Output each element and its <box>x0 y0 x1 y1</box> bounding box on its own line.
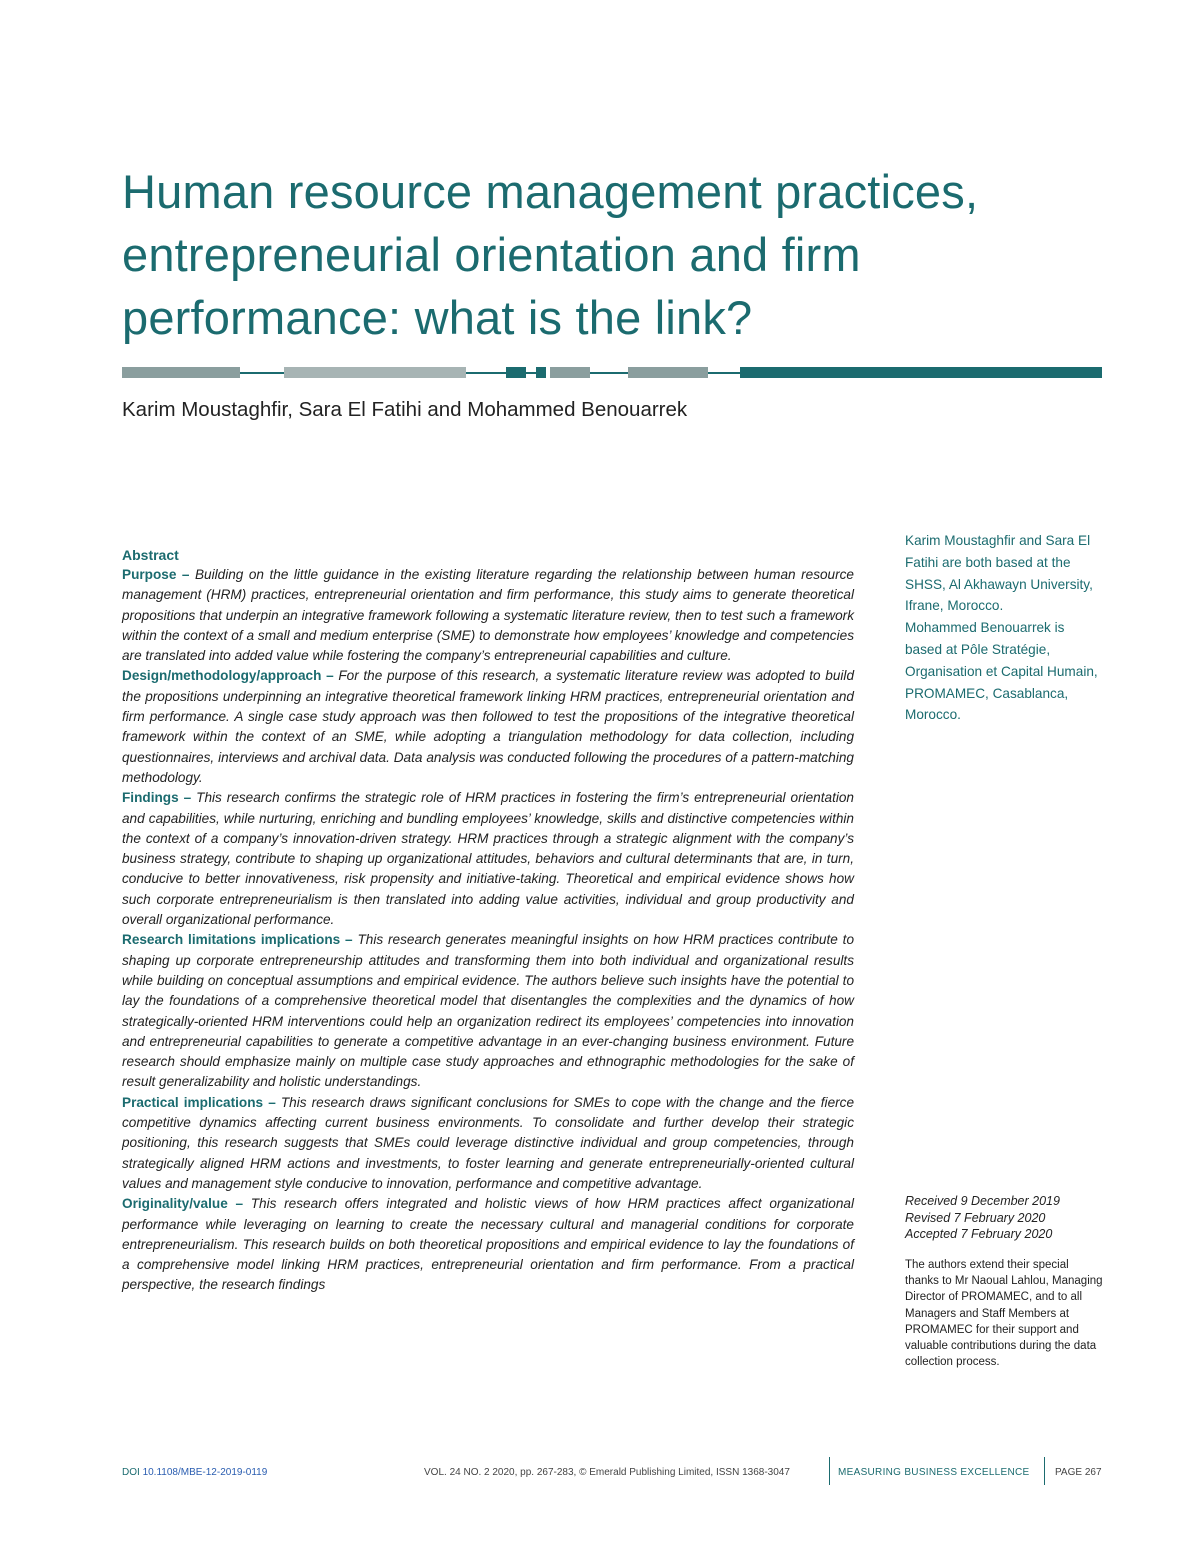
footer-divider <box>829 1457 830 1485</box>
author-affiliations <box>905 530 1105 726</box>
page-number: PAGE 267 <box>1055 1467 1102 1478</box>
rule-segment <box>284 367 466 378</box>
rule-segment <box>466 372 506 374</box>
section-text: This research confirms the strategic role of HRM practices in fostering the firm’s entrepreneurial orientation and capabilities, while nurturing, enriching and bundling employees’ knowledge, skills and distinctive competencies within the context of a company’s innovation-driven strategy. HRM practices through a strategic alignment with the company’s business strategy, contribute to shaping up organizational attitudes, behaviors and cultural determinants that are, in turn, conducive to better innovativeness, risk propensity and initiative-taking. Theoretical and empirical evidence shows how such corporate entrepreneurialism is then translated into adding value activities, individual and group productivity and overall organizational performance. <box>122 790 854 928</box>
revised-date: Revised 7 February 2020 <box>905 1210 1046 1225</box>
doi-link[interactable]: 10.1108/MBE-12-2019-0119 <box>142 1467 268 1478</box>
section-label: Research limitations implications – <box>122 932 353 948</box>
abstract-purpose <box>122 565 854 666</box>
title-line-1: Human resource management practices, <box>122 165 979 218</box>
affiliation-1: Karim Moustaghfir and Sara El Fatihi are both based at the SHSS, Al Akhawayn University, Ifrane, Morocco. <box>905 533 1093 614</box>
abstract-practical <box>122 1093 854 1194</box>
article-title <box>122 160 1102 349</box>
section-label: Purpose – <box>122 567 190 582</box>
rule-segment <box>122 367 240 378</box>
journal-name: MEASURING BUSINESS EXCELLENCE <box>838 1467 1030 1478</box>
author-list: Karim Moustaghfir, Sara El Fatihi and Mohammed Benouarrek <box>122 398 688 421</box>
title-line-2: entrepreneurial orientation and firm <box>122 228 861 281</box>
section-label: Findings – <box>122 790 192 806</box>
accepted-date: Accepted 7 February 2020 <box>905 1227 1053 1241</box>
section-text: This research draws significant conclusions for SMEs to cope with the change and the fierce competitive dynamics affecting current business environments. To consolidate and further develop their strategic positioning, this research suggests that SMEs could leverage distinctive individual and group competencies, through strategically aligned HRM actions and investments, to foster learning and generate entrepreneurially-oriented cultural values and management style conducive to innovation, performance and competitive advantage. <box>122 1094 855 1191</box>
title-line-3: performance: what is the link? <box>122 291 753 344</box>
abstract-design <box>122 666 854 788</box>
doi <box>122 1466 267 1480</box>
doi-label: DOI <box>122 1467 140 1478</box>
abstract-originality <box>122 1194 854 1295</box>
section-text: For the purpose of this research, a systematic literature review was adopted to build the propositions underpinning an integrative theoretical framework linking HRM practices, entrepreneurial orientation and firm performance. A single case study approach was then followed to test the propositions of the integrative theoretical framework within the context of an SME, while adopting a triangulation methodology for data collection, including questionnaires, interviews and archival data. Data analysis was conducted following the procedures of a pattern-matching methodology. <box>122 668 854 785</box>
section-text: Building on the little guidance in the existing literature regarding the relationship between human resource management (HRM) practices, entrepreneurial orientation and firm performance, this study aims to generate theoretical propositions that underpin an integrative framework following a systematic literature review, then to test such a framework within the context of a small and medium enterprise (SME) to demonstrate how employees’ knowledge and competencies are translated into added value while fostering the company’s entrepreneurial capabilities and culture. <box>122 567 854 664</box>
rule-segment <box>708 372 740 374</box>
rule-segment <box>506 367 526 378</box>
rule-segment <box>740 367 1102 378</box>
rule-segment <box>526 372 536 374</box>
received-date: Received 9 December 2019 <box>905 1194 1060 1208</box>
abstract-findings <box>122 788 854 930</box>
article-dates <box>905 1193 1105 1243</box>
rule-segment <box>536 367 546 378</box>
section-label: Originality/value – <box>122 1196 244 1212</box>
abstract-heading: Abstract <box>122 547 179 563</box>
section-text: This research generates meaningful insights on how HRM practices contribute to shaping up corporate entrepreneurship attitudes and transforming them into both individual and organizational results while building on conceptual assumptions and empirical evidence. The authors believe such insights have the potential to lay the foundations of a comprehensive theoretical model that disentangles the complexities and the dynamics of how strategically-oriented HRM interventions could help an organization redirect its employees’ competencies into innovation and entrepreneurial capabilities to generate a competitive advantage in an ever-changing business environment. Future research should emphasize mainly on multiple case study approaches and ethnographic methodologies for the sake of result generalizability and holistic understandings. <box>122 932 855 1090</box>
acknowledgement: The authors extend their special thanks to Mr Naoual Lahlou, Managing Director of PROMAMEC, and to all Managers and Staff Members at PROMAMEC for their support and valuable contributions during the data collection process. <box>905 1259 1103 1369</box>
rule-segment <box>550 367 590 378</box>
rule-segment <box>240 372 284 374</box>
affiliation-2: Mohammed Benouarrek is based at Pôle Stratégie, Organisation et Capital Humain, PROMAMEC, Casablanca, Morocco. <box>905 620 1098 723</box>
section-text: This research offers integrated and holistic views of how HRM practices affect organizational performance while leveraging on learning to create the necessary cultural and managerial conditions for corporate entrepreneurialism. This research builds on both theoretical propositions and empirical evidence to lay the foundations of a comprehensive model linking HRM practices, entrepreneurial orientation and firm performance. From a practical perspective, the research findings <box>122 1196 854 1293</box>
volume-info: VOL. 24 NO. 2 2020, pp. 267-283, © Emerald Publishing Limited, ISSN 1368-3047 <box>424 1467 790 1478</box>
abstract <box>122 545 854 1296</box>
rule-segment <box>590 372 628 374</box>
section-label: Design/methodology/approach – <box>122 668 334 684</box>
section-label: Practical implications – <box>122 1094 276 1110</box>
abstract-limitations <box>122 930 854 1092</box>
footer-divider <box>1044 1457 1045 1485</box>
title-rule <box>122 367 1102 378</box>
rule-segment <box>628 367 708 378</box>
